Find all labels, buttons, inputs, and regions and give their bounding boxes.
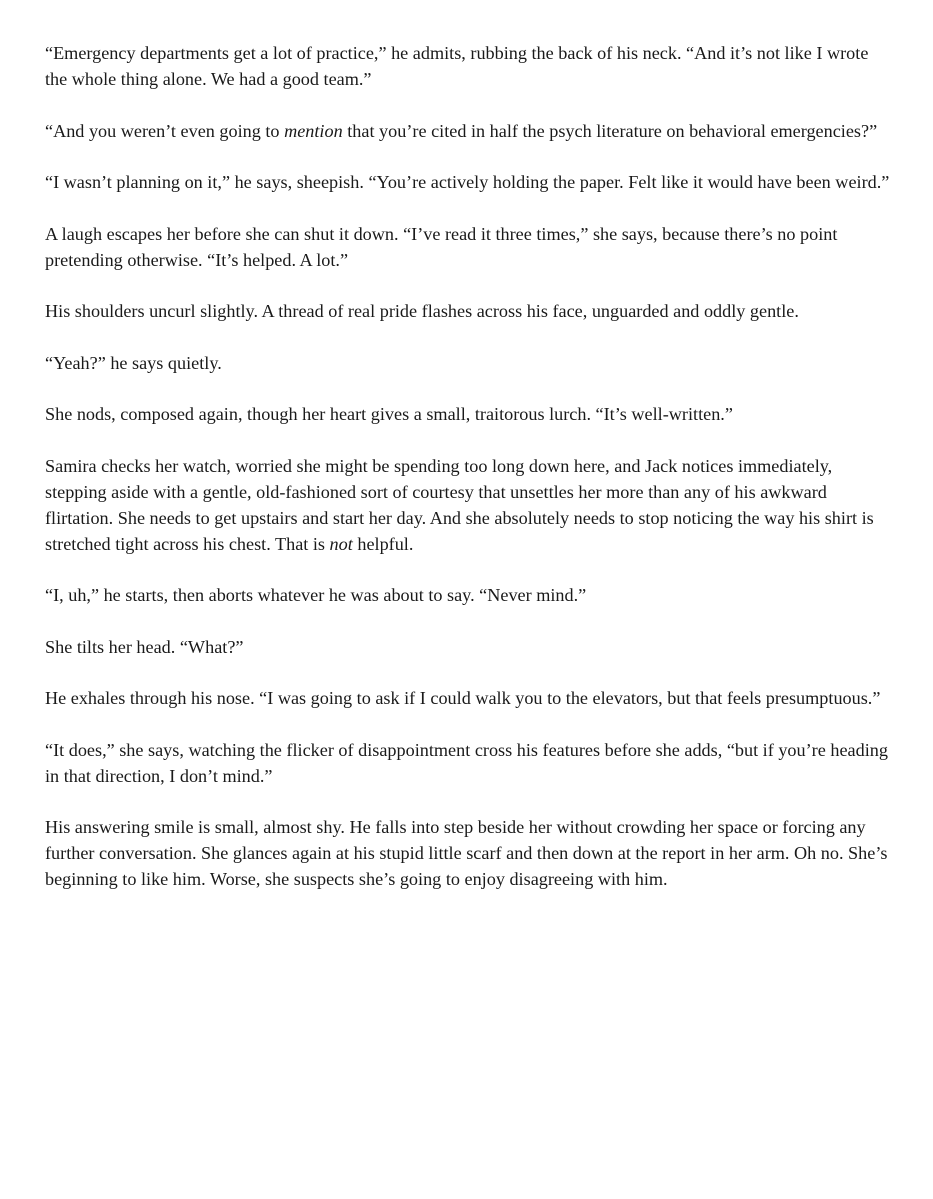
paragraph-8 <box>45 453 895 557</box>
paragraph-4 <box>45 221 895 273</box>
paragraph-text: “It does,” she says, watching the flicker of disappointment cross his features before she adds, “but if you’re heading in that direction, I don’t mind.” <box>45 739 888 786</box>
paragraph-6 <box>45 350 895 376</box>
paragraph-5 <box>45 298 895 324</box>
paragraph-11 <box>45 685 895 711</box>
paragraph-text: helpful. <box>352 533 414 554</box>
paragraph-text: A laugh escapes her before she can shut it down. “I’ve read it three times,” she says, because there’s no point pretending otherwise. “It’s helped. A lot.” <box>45 223 838 270</box>
paragraph-text: “I, uh,” he starts, then aborts whatever he was about to say. “Never mind.” <box>45 585 587 605</box>
paragraph-9 <box>45 582 895 608</box>
italic-emphasis: not <box>329 533 353 554</box>
paragraph-text: His shoulders uncurl slightly. A thread of real pride flashes across his face, unguarded and oddly gentle. <box>45 301 799 321</box>
paragraph-text: “Yeah?” he says quietly. <box>45 352 222 373</box>
paragraph-7 <box>45 401 895 427</box>
paragraph-2 <box>45 118 895 144</box>
italic-emphasis: mention <box>284 120 343 141</box>
paragraph-text: “Emergency departments get a lot of practice,” he admits, rubbing the back of his neck. “And it’s not like I wrote the whole thing alone. We had a good team.” <box>45 43 869 89</box>
paragraph-text: that you’re cited in half the psych literature on behavioral emergencies?” <box>342 120 878 141</box>
paragraph-text: Samira checks her watch, worried she might be spending too long down here, and Jack notices immediately, stepping aside with a gentle, old-fashioned sort of courtesy that unsettles her more than any of his awkward flirtation. She needs to get upstairs and start her day. And she absolutely needs to stop noticing the way his shirt is stretched tight across his chest. That is <box>45 455 874 554</box>
story-text <box>45 40 895 918</box>
paragraph-text: “And you weren’t even going to <box>45 120 285 141</box>
paragraph-12 <box>45 737 895 789</box>
paragraph-13 <box>45 814 895 892</box>
paragraph-text: He exhales through his nose. “I was going to ask if I could walk you to the elevators, but that feels presumptuous.” <box>45 688 881 708</box>
paragraph-3 <box>45 169 895 195</box>
paragraph-text: She nods, composed again, though her heart gives a small, traitorous lurch. “It’s well-written.” <box>45 404 733 424</box>
paragraph-10 <box>45 634 895 660</box>
paragraph-1 <box>45 40 895 92</box>
paragraph-text: “I wasn’t planning on it,” he says, sheepish. “You’re actively holding the paper. Felt like it would have been weird.” <box>45 172 890 192</box>
paragraph-text: She tilts her head. “What?” <box>45 636 244 657</box>
paragraph-text: His answering smile is small, almost shy. He falls into step beside her without crowding her space or forcing any further conversation. She glances again at his stupid little scarf and then down at the report in her arm. Oh no. She’s beginning to like him. Worse, she suspects she’s going to enjoy disagreeing with him. <box>45 817 888 889</box>
